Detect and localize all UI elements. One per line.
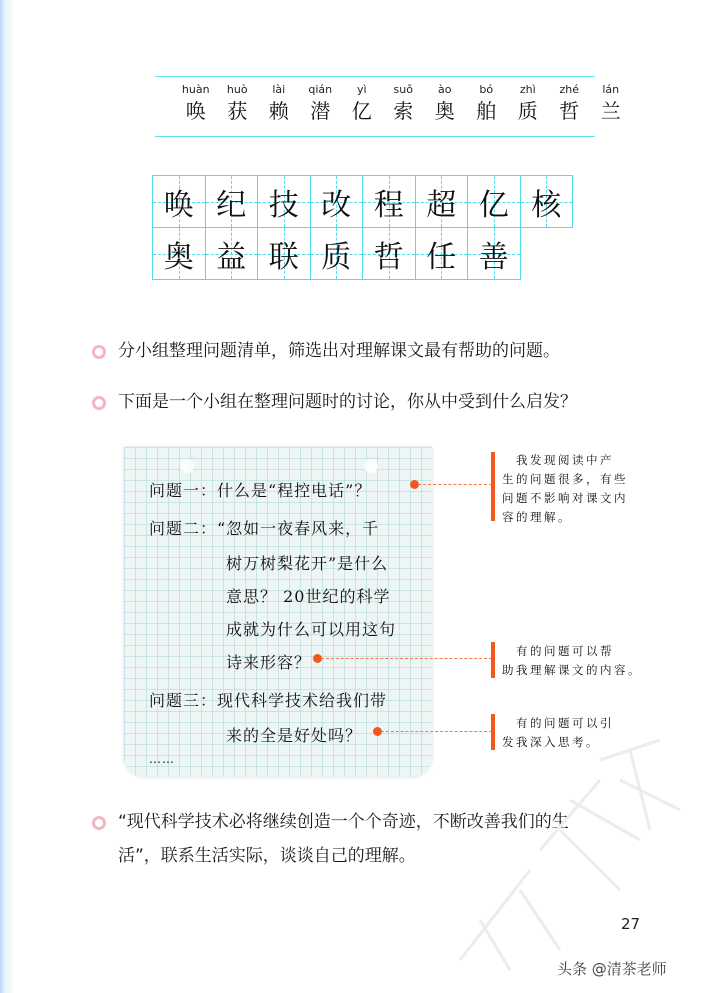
connector-line	[418, 484, 492, 485]
hanzi: 奥	[434, 99, 455, 123]
circle-bullet-icon	[92, 816, 106, 830]
grid-char: 程	[373, 187, 404, 223]
pinyin-item	[549, 82, 591, 124]
grid-cell	[257, 227, 311, 280]
pinyin: huàn	[181, 83, 210, 96]
pinyin-item	[300, 82, 342, 124]
pinyin: zhì	[519, 83, 536, 96]
pinyin: zhé	[559, 83, 579, 96]
pinyin: bó	[479, 83, 494, 96]
hanzi: 赖	[268, 99, 289, 123]
hanzi: 兰	[600, 99, 621, 123]
grid-char: 纪	[216, 187, 247, 223]
comment-line: 生的问题很多，有些	[502, 472, 628, 486]
page-number: 27	[621, 915, 641, 933]
hanzi: 获	[227, 99, 248, 123]
task-item-1	[92, 342, 560, 368]
comment-1	[502, 451, 628, 527]
pinyin: lán	[602, 83, 620, 96]
comment-2	[502, 642, 642, 680]
source-credit: 头条 @清茶老师	[557, 960, 667, 978]
grid-char: 善	[478, 239, 509, 275]
grid-cell	[310, 227, 364, 280]
connector-line	[321, 658, 492, 659]
comment-bar	[491, 452, 495, 521]
question-3-line-1: 问题三：现代科学技术给我们带	[149, 691, 388, 710]
question-1: 问题一：什么是“程控电话”？	[149, 481, 372, 500]
hanzi: 唤	[185, 99, 206, 123]
pinyin-item	[217, 82, 259, 124]
task-text-line: “现代科学技术必将继续创造一个个奇迹，不断改善我们的生	[118, 812, 569, 832]
grid-cell	[152, 175, 206, 228]
grid-cell	[520, 175, 574, 228]
grid-cell	[415, 175, 469, 228]
grid-char: 核	[531, 187, 562, 223]
hanzi: 质	[517, 99, 538, 123]
hanzi: 潜	[310, 99, 331, 123]
hanzi: 索	[393, 99, 414, 123]
pinyin-item	[466, 82, 508, 124]
pinyin: lài	[272, 83, 286, 96]
question-2-line-5: 诗来形容？	[226, 653, 312, 672]
task-item-2	[92, 393, 577, 419]
comment-line: 我发现阅读中产	[502, 453, 614, 467]
writing-grid	[152, 175, 572, 279]
grid-char: 技	[268, 187, 299, 223]
grid-char: 任	[426, 239, 457, 275]
comment-line: 有的问题可以帮	[502, 644, 614, 658]
pinyin: suǒ	[393, 83, 413, 96]
grid-char: 亿	[478, 187, 509, 223]
grid-cell	[415, 227, 469, 280]
grid-char: 奥	[163, 239, 194, 275]
question-2-line-2: 树万树梨花开”是什么	[226, 554, 389, 573]
comment-line: 有的问题可以引	[502, 716, 614, 730]
pinyin: yì	[356, 83, 367, 96]
pinyin-item	[424, 82, 466, 124]
question-2-line-4: 成就为什么可以用这句	[226, 620, 397, 639]
writing-grid-row-2	[152, 227, 572, 279]
question-2-line-1: 问题二：“忽如一夜春风来，千	[149, 519, 380, 538]
pinyin-item	[258, 82, 300, 124]
writing-grid-row-1	[152, 175, 572, 227]
question-2-line-3: 意思？ 20世纪的科学	[226, 587, 391, 606]
comment-3	[502, 714, 614, 752]
pinyin-item	[383, 82, 425, 124]
pinyin: ào	[438, 83, 452, 96]
pinyin: qián	[308, 83, 333, 96]
pinyin: huò	[226, 83, 248, 96]
grid-cell	[362, 227, 416, 280]
pinyin-item	[590, 82, 632, 124]
comment-line: 问题不影响对课文内	[502, 491, 628, 505]
comment-bar	[491, 642, 495, 678]
question-3-line-2: 来的全是好处吗？	[226, 726, 363, 745]
pinyin-vocabulary-band	[155, 76, 621, 137]
ellipsis: ……	[149, 752, 175, 766]
grid-char: 质	[321, 239, 352, 275]
circle-bullet-icon	[92, 396, 106, 410]
grid-cell	[205, 175, 259, 228]
grid-char: 益	[216, 239, 247, 275]
grid-char: 联	[268, 239, 299, 275]
comment-line: 容的理解。	[502, 510, 572, 524]
pinyin-item	[175, 82, 217, 124]
binder-hole	[364, 459, 378, 473]
binder-hole	[180, 459, 194, 473]
circle-bullet-icon	[92, 345, 106, 359]
pinyin-item	[507, 82, 549, 124]
pinyin-row	[175, 82, 632, 124]
task-text	[118, 805, 569, 873]
grid-char: 唤	[163, 187, 194, 223]
comment-line: 发我深入思考。	[502, 735, 600, 749]
hanzi: 哲	[559, 99, 580, 123]
grid-cell	[257, 175, 311, 228]
grid-char: 哲	[373, 239, 404, 275]
grid-cell	[310, 175, 364, 228]
grid-cell	[152, 227, 206, 280]
task-text: 下面是一个小组在整理问题时的讨论，你从中受到什么启发？	[118, 392, 577, 412]
grid-cell	[205, 227, 259, 280]
task-item-3	[92, 813, 569, 873]
grid-cell	[362, 175, 416, 228]
grid-cell	[467, 175, 521, 228]
hanzi: 亿	[351, 99, 372, 123]
hanzi: 舶	[476, 99, 497, 123]
grid-cell	[467, 227, 521, 280]
page-edge-shadow	[0, 0, 14, 993]
task-text: 分小组整理问题清单，筛选出对理解课文最有帮助的问题。	[118, 341, 560, 361]
comment-line: 助我理解课文的内容。	[502, 663, 642, 677]
connector-line	[381, 731, 492, 732]
grid-char: 改	[321, 187, 352, 223]
comment-bar	[491, 714, 495, 750]
task-text-line: 活”，联系生活实际，谈谈自己的理解。	[118, 846, 416, 866]
grid-char: 超	[426, 187, 457, 223]
pinyin-item	[341, 82, 383, 124]
